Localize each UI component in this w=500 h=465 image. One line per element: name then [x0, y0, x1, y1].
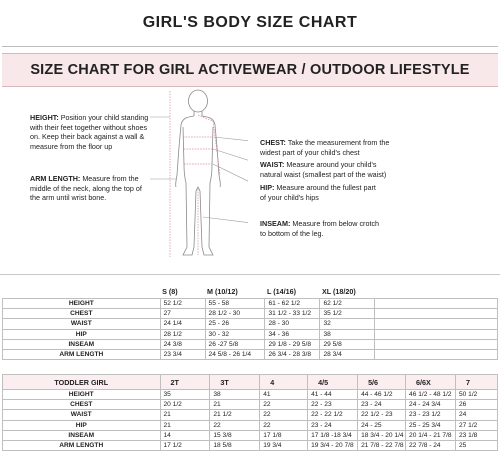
- girl-table-cell: 38: [320, 329, 375, 339]
- arm-length-note-label: ARM LENGTH:: [30, 174, 81, 183]
- toddler-table-row: [3, 400, 498, 410]
- girl-table-row: [3, 299, 498, 309]
- toddler-table-cell: 19 3/4 - 20 7/8: [308, 440, 358, 450]
- toddler-table-header-cell: 4/5: [308, 375, 358, 390]
- toddler-table-cell: 15 3/8: [210, 430, 260, 440]
- toddler-table-cell: 21: [210, 400, 260, 410]
- toddler-table-cell: 22: [210, 420, 260, 430]
- girl-table-cell: 28 1/2 - 30: [205, 309, 265, 319]
- girl-table-cell: 35 1/2: [320, 309, 375, 319]
- girl-table-cell: [375, 299, 498, 309]
- toddler-table-cell: 50 1/2: [456, 390, 498, 400]
- girl-table-cell: [375, 309, 498, 319]
- toddler-table-cell: 22 1/2 - 23: [358, 410, 406, 420]
- toddler-table-header-cell: 7: [456, 375, 498, 390]
- girl-table-cell: 23 3/4: [160, 349, 205, 359]
- girl-table-header-cell: [3, 284, 161, 299]
- toddler-table-cell: 25: [456, 440, 498, 450]
- toddler-table-cell: 23 1/8: [456, 430, 498, 440]
- girl-table-cell: 31 1/2 - 33 1/2: [265, 309, 320, 319]
- toddler-row-label: CHEST: [3, 400, 161, 410]
- toddler-table-cell: 24 - 25: [358, 420, 406, 430]
- inseam-note: [260, 219, 384, 238]
- girl-table-cell: 24 3/8: [160, 339, 205, 349]
- hip-note: [260, 183, 382, 202]
- toddler-table-row: [3, 410, 498, 420]
- chest-note: [260, 138, 390, 157]
- toddler-table-cell: 17 1/8 -18 3/4: [308, 430, 358, 440]
- girl-table-header-cell: L (14/16): [266, 286, 297, 296]
- toddler-table-cell: 21: [160, 420, 210, 430]
- section-divider: [0, 274, 500, 275]
- girl-table-row: [3, 319, 498, 329]
- girl-table-cell: 52 1/2: [160, 299, 205, 309]
- waist-note: [260, 160, 388, 179]
- toddler-size-table: [2, 374, 498, 451]
- chest-note-text: Take the measurement from the widest part of your child's chest: [260, 138, 390, 157]
- girl-table-cell: 28 1/2: [160, 329, 205, 339]
- girl-table-cell: 26 -27 5/8: [205, 339, 265, 349]
- toddler-table-cell: 21: [160, 410, 210, 420]
- height-note-label: HEIGHT:: [30, 113, 59, 122]
- girl-table-row: [3, 309, 498, 319]
- inseam-note-text: Measure from below crotch to bottom of the leg.: [260, 219, 380, 238]
- waist-note-label: WAIST:: [260, 160, 285, 169]
- girl-table-cell: 62 1/2: [320, 299, 375, 309]
- toddler-table-cell: 23 - 24: [308, 420, 358, 430]
- girl-table-cell: 61 - 62 1/2: [265, 299, 320, 309]
- toddler-table-cell: 14: [160, 430, 210, 440]
- girl-table-cell: 55 - 58: [205, 299, 265, 309]
- girl-table-row: [3, 329, 498, 339]
- toddler-table-row: [3, 390, 498, 400]
- girl-row-label: CHEST: [3, 309, 161, 319]
- girl-table-header-cell: XL (18/20): [321, 286, 356, 296]
- arm-length-note-text: Measure from the middle of the neck, along the top of the arm until wrist bone.: [30, 174, 142, 202]
- waist-note-text: Measure around your child's natural waist (smallest part of the waist): [260, 160, 387, 179]
- toddler-table-header-row: [3, 375, 498, 390]
- title-divider: [2, 46, 498, 47]
- girl-table-cell: 28 - 30: [265, 319, 320, 329]
- toddler-row-label: ARM LENGTH: [3, 440, 161, 450]
- girl-table-row: [3, 349, 498, 359]
- toddler-row-label: HEIGHT: [3, 390, 161, 400]
- toddler-table-row: [3, 430, 498, 440]
- toddler-row-label: INSEAM: [3, 430, 161, 440]
- page-title: GIRL'S BODY SIZE CHART: [142, 14, 358, 31]
- toddler-table-cell: 22: [260, 410, 308, 420]
- toddler-table-cell: 41: [260, 390, 308, 400]
- toddler-table-cell: 23 - 24: [358, 400, 406, 410]
- girl-table-cell: 28 3/4: [320, 349, 375, 359]
- girl-row-label: HEIGHT: [3, 299, 161, 309]
- girl-table-cell: [375, 319, 498, 329]
- toddler-table-header-cell: 4: [260, 375, 308, 390]
- girl-table-cell: 24 5/8 - 26 1/4: [205, 349, 265, 359]
- girl-table-cell: 30 - 32: [205, 329, 265, 339]
- toddler-table-cell: 22: [260, 400, 308, 410]
- toddler-table-cell: 22 - 22 1/2: [308, 410, 358, 420]
- girl-table-header-cell: [375, 284, 498, 299]
- toddler-table-cell: 41 - 44: [308, 390, 358, 400]
- girl-row-label: WAIST: [3, 319, 161, 329]
- toddler-table-cell: 22 7/8 - 24: [406, 440, 456, 450]
- toddler-table-cell: 35: [160, 390, 210, 400]
- toddler-table-header-cell: 2T: [160, 375, 210, 390]
- girl-table-cell: 29 5/8: [320, 339, 375, 349]
- toddler-table-cell: 27 1/2: [456, 420, 498, 430]
- toddler-table-cell: 17 1/2: [160, 440, 210, 450]
- toddler-table-header-cell: 6/6X: [406, 375, 456, 390]
- toddler-table-cell: 21 1/2: [210, 410, 260, 420]
- girl-table-cell: 24 1/4: [160, 319, 205, 329]
- toddler-row-label: WAIST: [3, 410, 161, 420]
- girl-row-label: ARM LENGTH: [3, 349, 161, 359]
- toddler-table-row: [3, 420, 498, 430]
- toddler-table-cell: 18 5/8: [210, 440, 260, 450]
- hip-note-text: Measure around the fullest part of your child's hips: [260, 183, 376, 202]
- toddler-table-cell: 24 - 24 3/4: [406, 400, 456, 410]
- toddler-table-row: [3, 440, 498, 450]
- chest-note-label: CHEST:: [260, 138, 286, 147]
- girl-size-table: [2, 284, 498, 360]
- section-banner: SIZE CHART FOR GIRL ACTIVEWEAR / OUTDOOR LIFESTYLE: [2, 53, 498, 87]
- girl-table-cell: [375, 339, 498, 349]
- toddler-row-label: HIP: [3, 420, 161, 430]
- toddler-table-cell: 22: [260, 420, 308, 430]
- toddler-table-cell: 19 3/4: [260, 440, 308, 450]
- girl-table-cell: 29 1/8 - 29 5/8: [265, 339, 320, 349]
- girl-table-header-cell: M (10/12): [207, 286, 238, 296]
- toddler-table-header-cell: TODDLER GIRL: [3, 375, 161, 390]
- height-note-text: Position your child standing with their feet together without shoes on. Keep their back against a wall & measure from the floor up: [30, 113, 149, 151]
- girl-table-cell: [375, 329, 498, 339]
- girl-row-label: INSEAM: [3, 339, 161, 349]
- girl-table-cell: [375, 349, 498, 359]
- toddler-table-header-cell: 3T: [210, 375, 260, 390]
- toddler-table-cell: 20 1/2: [160, 400, 210, 410]
- toddler-table-cell: 24: [456, 410, 498, 420]
- hip-note-label: HIP:: [260, 183, 275, 192]
- toddler-table-cell: 17 1/8: [260, 430, 308, 440]
- girl-table-cell: 26 3/4 - 28 3/8: [265, 349, 320, 359]
- girl-table-cell: 27: [160, 309, 205, 319]
- girl-table-cell: 25 - 26: [205, 319, 265, 329]
- toddler-table-cell: 23 - 23 1/2: [406, 410, 456, 420]
- girl-row-label: HIP: [3, 329, 161, 339]
- child-figure-illustration: [150, 87, 248, 263]
- girl-table-row: [3, 339, 498, 349]
- toddler-table-cell: 38: [210, 390, 260, 400]
- toddler-table-cell: 20 1/4 - 21 7/8: [406, 430, 456, 440]
- girl-table-header-cell: S (8): [162, 286, 178, 296]
- height-note: [30, 113, 152, 151]
- toddler-table-cell: 25 - 25 3/4: [406, 420, 456, 430]
- toddler-table-cell: 18 3/4 - 20 1/4: [358, 430, 406, 440]
- girl-table-cell: 34 - 36: [265, 329, 320, 339]
- inseam-note-label: INSEAM:: [260, 219, 291, 228]
- toddler-table-header-cell: 5/6: [358, 375, 406, 390]
- toddler-table-cell: 22 - 23: [308, 400, 358, 410]
- girl-table-header-row: [3, 284, 498, 299]
- toddler-table-cell: 44 - 46 1/2: [358, 390, 406, 400]
- arm-length-note: [30, 174, 148, 203]
- girl-table-cell: 32: [320, 319, 375, 329]
- toddler-table-cell: 21 7/8 - 22 7/8: [358, 440, 406, 450]
- toddler-table-cell: 26: [456, 400, 498, 410]
- toddler-table-cell: 46 1/2 - 48 1/2: [406, 390, 456, 400]
